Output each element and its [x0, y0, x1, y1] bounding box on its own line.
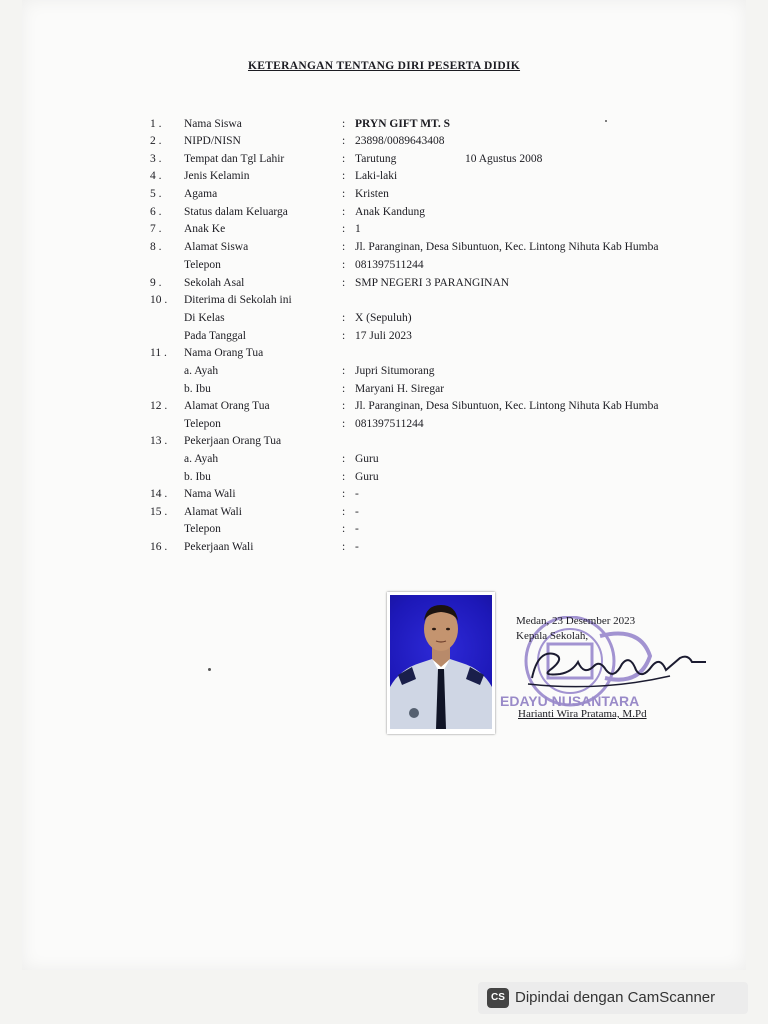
camscanner-badge	[478, 982, 748, 1014]
field-number: 11 .	[150, 347, 167, 359]
field-separator: :	[342, 400, 346, 412]
field-value: SMP NEGERI 3 PARANGINAN	[355, 277, 510, 289]
field-number: 2 .	[150, 135, 162, 147]
field-number: 12 .	[150, 400, 168, 412]
field-value: Guru	[355, 453, 379, 465]
field-value: Jl. Paranginan, Desa Sibuntuon, Kec. Lintong Nihuta Kab Humba	[355, 400, 659, 412]
field-number: 14 .	[150, 488, 168, 500]
signature-position: Kepala Sekolah,	[516, 630, 589, 642]
field-label: Agama	[184, 188, 218, 200]
field-value: Kristen	[355, 188, 389, 200]
field-sub-label: a. Ayah	[184, 365, 219, 377]
field-number: 13 .	[150, 435, 168, 447]
field-separator: :	[342, 506, 346, 518]
field-separator: :	[342, 471, 346, 483]
field-separator: :	[342, 523, 346, 535]
student-portrait-image	[390, 595, 492, 729]
field-separator: :	[342, 365, 346, 377]
field-value: PRYN GIFT MT. S	[355, 118, 451, 130]
field-label: NIPD/NISN	[184, 135, 241, 147]
field-label: Anak Ke	[184, 223, 226, 235]
camscanner-text: Dipindai dengan CamScanner	[515, 989, 716, 1006]
field-value: 081397511244	[355, 259, 424, 271]
field-separator: :	[342, 206, 346, 218]
field-value: 081397511244	[355, 418, 424, 430]
field-value: 1	[355, 223, 361, 235]
field-value-secondary: 10 Agustus 2008	[465, 153, 543, 165]
field-label: Alamat Wali	[184, 506, 242, 518]
field-label: Telepon	[184, 418, 221, 430]
scan-speck	[605, 120, 607, 122]
field-number: 10 .	[150, 294, 168, 306]
document-title: KETERANGAN TENTANG DIRI PESERTA DIDIK	[247, 60, 521, 72]
signature-place-date: Medan, 23 Desember 2023	[516, 615, 636, 627]
field-label: Tempat dan Tgl Lahir	[184, 153, 285, 165]
field-label: Jenis Kelamin	[184, 170, 250, 182]
field-separator: :	[342, 135, 346, 147]
field-label: Diterima di Sekolah ini	[184, 294, 292, 306]
field-separator: :	[342, 488, 346, 500]
signature-block	[500, 610, 730, 730]
field-separator: :	[342, 453, 346, 465]
field-label: Nama Wali	[184, 488, 236, 500]
field-label: Sekolah Asal	[184, 277, 245, 289]
field-label: Di Kelas	[184, 312, 225, 324]
field-separator: :	[342, 153, 346, 165]
field-separator: :	[342, 223, 346, 235]
field-separator: :	[342, 330, 346, 342]
field-value: Tarutung	[355, 153, 397, 165]
field-number: 5 .	[150, 188, 162, 200]
field-separator: :	[342, 383, 346, 395]
field-label: Alamat Siswa	[184, 241, 249, 253]
field-sub-label: a. Ayah	[184, 453, 219, 465]
field-separator: :	[342, 277, 346, 289]
field-separator: :	[342, 241, 346, 253]
field-number: 8 .	[150, 241, 162, 253]
field-label: Nama Orang Tua	[184, 347, 264, 359]
field-number: 4 .	[150, 170, 162, 182]
field-number: 6 .	[150, 206, 162, 218]
field-value: Laki-laki	[355, 170, 398, 182]
field-label: Pekerjaan Orang Tua	[184, 435, 282, 447]
field-separator: :	[342, 418, 346, 430]
field-label: Telepon	[184, 259, 221, 271]
field-separator: :	[342, 170, 346, 182]
field-number: 16 .	[150, 541, 168, 553]
camscanner-logo-icon: CS	[487, 988, 509, 1008]
field-separator: :	[342, 312, 346, 324]
field-sub-label: b. Ibu	[184, 383, 211, 395]
field-separator: :	[342, 188, 346, 200]
student-photo	[387, 592, 495, 734]
field-value: -	[355, 506, 359, 518]
field-label: Pekerjaan Wali	[184, 541, 254, 553]
field-sub-label: b. Ibu	[184, 471, 211, 483]
signature-name: Harianti Wira Pratama, M.Pd	[518, 708, 647, 720]
field-value: -	[355, 488, 359, 500]
field-value: Anak Kandung	[355, 206, 425, 218]
field-label: Alamat Orang Tua	[184, 400, 270, 412]
field-label: Nama Siswa	[184, 118, 242, 130]
field-value: 23898/0089643408	[355, 135, 445, 147]
field-label: Telepon	[184, 523, 221, 535]
field-label: Status dalam Keluarga	[184, 206, 288, 218]
field-number: 7 .	[150, 223, 162, 235]
field-value: 17 Juli 2023	[355, 330, 412, 342]
field-value: -	[355, 523, 359, 535]
handwritten-signature	[520, 640, 730, 695]
field-separator: :	[342, 259, 346, 271]
field-value: Maryani H. Siregar	[355, 383, 445, 395]
field-separator: :	[342, 118, 346, 130]
field-number: 1 .	[150, 118, 162, 130]
field-separator: :	[342, 541, 346, 553]
scan-speck	[208, 668, 211, 671]
field-number: 15 .	[150, 506, 168, 518]
field-value: Jl. Paranginan, Desa Sibuntuon, Kec. Lintong Nihuta Kab Humba	[355, 241, 659, 253]
stamp-text: EDAYU NUSANTARA	[500, 693, 640, 709]
field-value: Guru	[355, 471, 379, 483]
field-value: -	[355, 541, 359, 553]
field-label: Pada Tanggal	[184, 330, 246, 342]
field-value: X (Sepuluh)	[355, 312, 412, 324]
field-number: 9 .	[150, 277, 162, 289]
field-value: Jupri Situmorang	[355, 365, 435, 377]
field-number: 3 .	[150, 153, 162, 165]
